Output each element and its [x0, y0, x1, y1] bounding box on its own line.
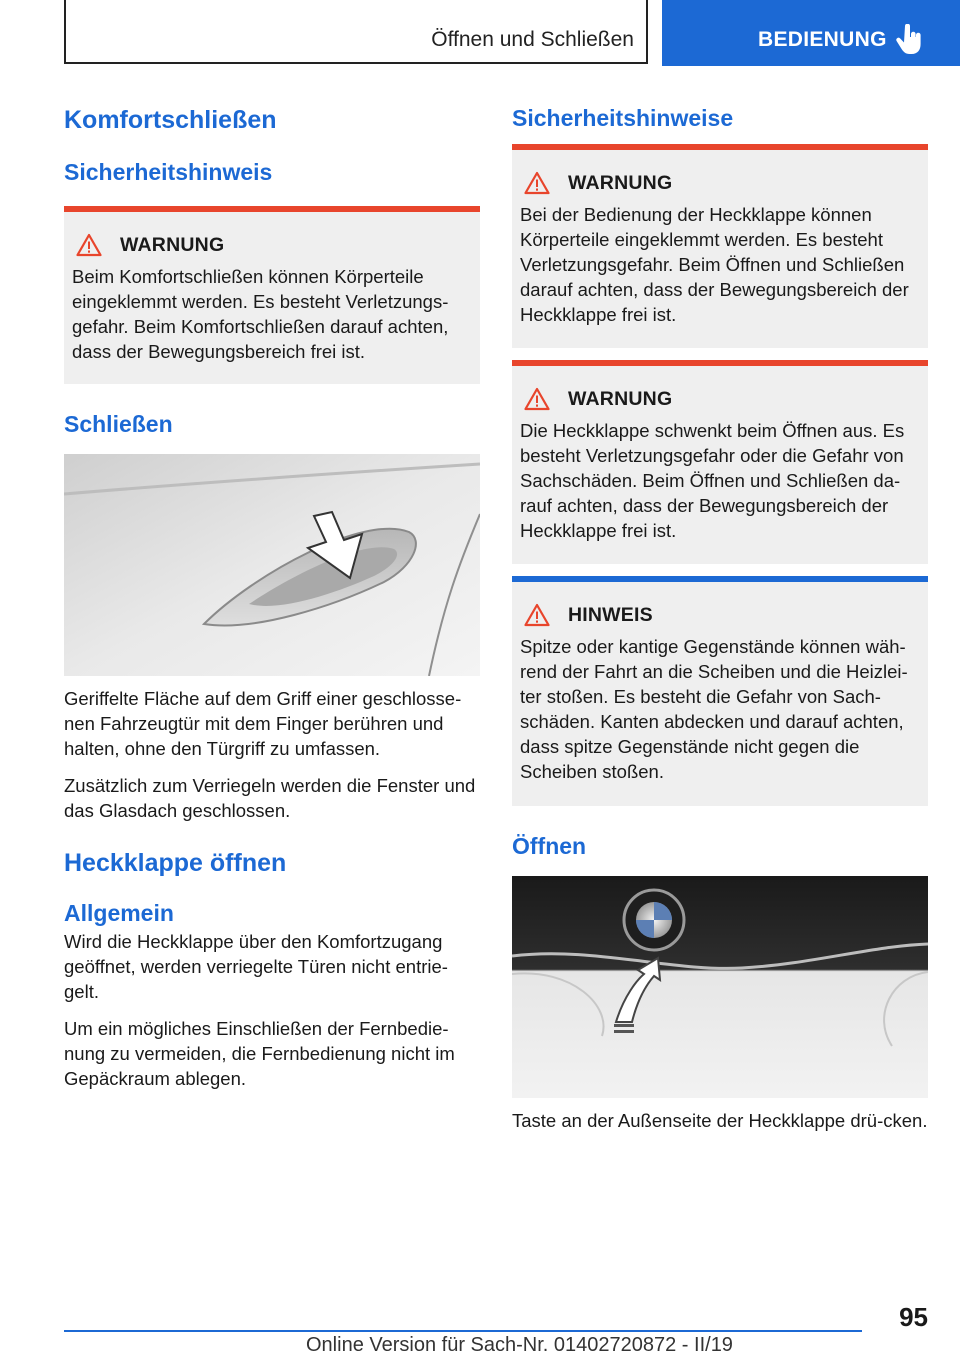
general-heading: Allgemein: [64, 900, 174, 926]
closing-caption: Geriffelte Fläche auf dem Griff einer geschlosse-nen Fahrzeugtür mit dem Finger berühren und halten, ohne den Türgriff zu umfassen.: [64, 688, 462, 759]
note-triangle-icon: [524, 603, 550, 627]
closing-text: Zusätzlich zum Verriegeln werden die Fenster und das Glasdach geschlossen.: [64, 775, 476, 821]
warning-header: [520, 382, 920, 416]
open-heading: Öffnen: [512, 833, 587, 859]
chapter-tab[interactable]: [662, 0, 960, 66]
warning-bar: [64, 206, 480, 212]
warning-label: WARNUNG: [568, 171, 673, 194]
header-section-box: [64, 0, 648, 64]
note-header: [520, 598, 920, 632]
general-paragraph-1: Wird die Heckklappe über den Komfortzugang geöffnet, werden verriegelte Türen nicht entrie-gelt.: [64, 931, 448, 1002]
warning-header: [72, 228, 472, 262]
section-title: Öffnen und Schließen: [431, 28, 634, 51]
safety-heading: Sicherheitshinweis: [64, 159, 273, 185]
tailgate-title: Heckklappe öffnen: [64, 849, 287, 877]
warning-text: Beim Komfortschließen können Körperteile eingeklemmt werden. Es besteht Verletzungs-gefahr. Beim Komfortschließen darauf achten, dass der Bewegungsbereich frei ist.: [72, 266, 449, 362]
door-handle-image: [64, 454, 480, 676]
hand-pointer-icon: [896, 24, 922, 56]
closing-heading: Schließen: [64, 411, 173, 437]
warning-label: WARNUNG: [568, 387, 673, 410]
tailgate-button-image: [512, 876, 928, 1098]
section-title-komfortschliessen: Komfortschließen: [64, 106, 277, 134]
warning-text: Bei der Bedienung der Heckklappe können Körperteile eingeklemmt werden. Es besteht Verletzungsgefahr. Beim Öffnen und Schließen darauf achten, dass der Bewegungsbereich der Heckklappe frei ist.: [520, 204, 909, 325]
warning-bar: [512, 360, 928, 366]
warning-box: [512, 144, 928, 348]
note-text: Spitze oder kantige Gegenstände können wäh-rend der Fahrt an die Scheiben und die Heizlei-ter stoßen. Es besteht die Gefahr von Sach-schäden. Kanten abdecken und darauf achten, dass spitze Gegenstände nicht gegen die Scheiben stoßen.: [520, 636, 908, 782]
left-column: [64, 100, 480, 1091]
note-box: [512, 576, 928, 806]
chapter-title: BEDIENUNG: [758, 28, 887, 51]
safety-heading-right: Sicherheitshinweise: [512, 105, 734, 131]
general-paragraph-2: Um ein mögliches Einschließen der Fernbedie-nung zu vermeiden, die Fernbedienung nicht im Gepäckraum ablegen.: [64, 1018, 455, 1089]
warning-bar: [512, 144, 928, 150]
warning-triangle-icon: [524, 171, 550, 195]
warning-triangle-icon: [524, 387, 550, 411]
warning-box: [512, 360, 928, 564]
warning-label: WARNUNG: [120, 233, 225, 256]
warning-triangle-icon: [76, 233, 102, 257]
page-number: 95: [899, 1302, 928, 1332]
warning-header: [520, 166, 920, 200]
footer-online-version: Online Version für Sach-Nr. 01402720872 - II/19: [306, 1334, 733, 1356]
warning-text: Die Heckklappe schwenkt beim Öffnen aus. Es besteht Verletzungsgefahr oder die Gefahr von Sachschäden. Beim Öffnen und Schließen da-rauf achten, dass der Bewegungsbereich der Heckklappe frei ist.: [520, 420, 905, 541]
warning-box: [64, 206, 480, 384]
note-bar: [512, 576, 928, 582]
open-caption: Taste an der Außenseite der Heckklappe drü-cken.: [512, 1110, 928, 1131]
footer-rule: [64, 1330, 862, 1332]
right-column: [512, 100, 928, 1133]
note-label: HINWEIS: [568, 603, 653, 626]
